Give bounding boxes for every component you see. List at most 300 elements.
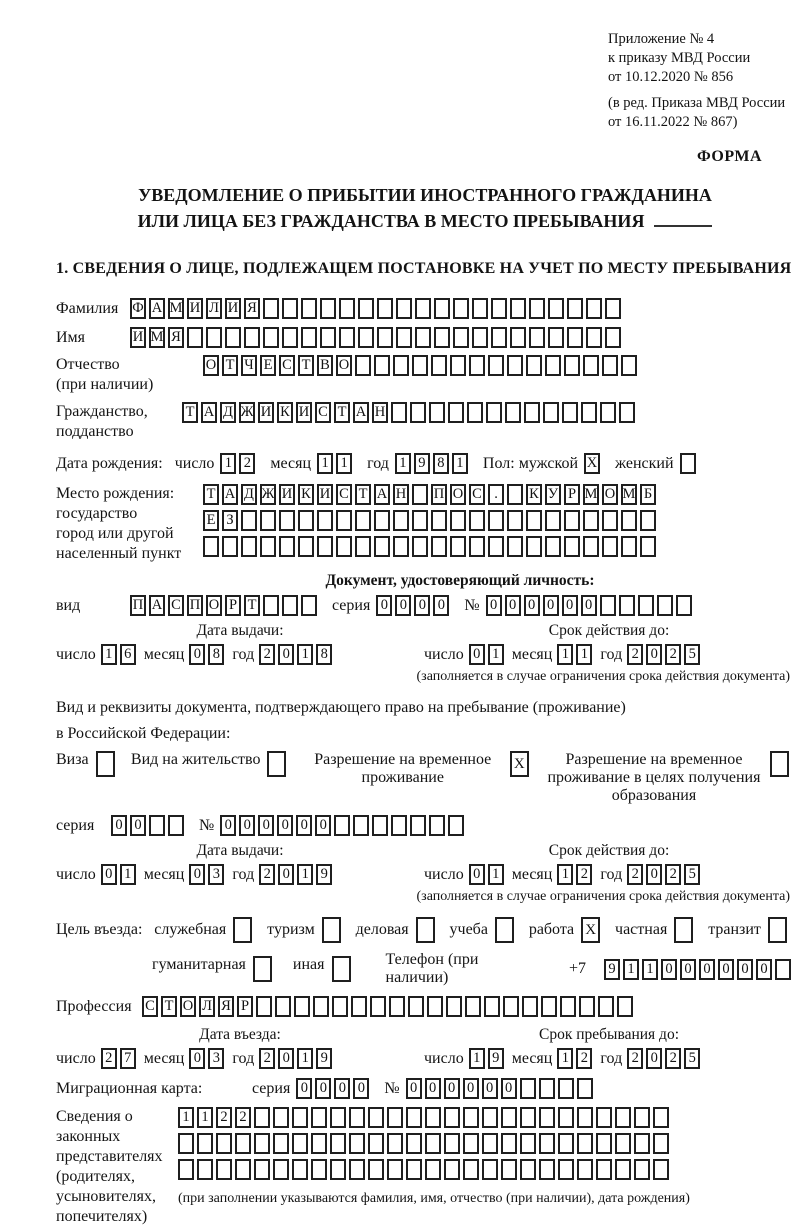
iddoc-number-cell-9[interactable] — [657, 595, 673, 616]
profession-cell-13[interactable] — [389, 996, 405, 1017]
representatives-line1-cell-8[interactable] — [330, 1107, 346, 1128]
surname-cell-0[interactable]: Ф — [130, 298, 146, 319]
iddoc-type-cell-2[interactable]: С — [168, 595, 184, 616]
birthplace-line1-cell-9[interactable]: А — [374, 484, 390, 505]
firstname-cell-12[interactable] — [358, 327, 374, 348]
phone-number-cell-2[interactable]: 1 — [642, 959, 658, 980]
migration-card-number-cell-2[interactable]: 0 — [444, 1078, 460, 1099]
surname-cell-14[interactable] — [396, 298, 412, 319]
surname-cell-3[interactable]: И — [187, 298, 203, 319]
migration-card-number-cell-1[interactable]: 0 — [425, 1078, 441, 1099]
representatives-line2-cell-1[interactable] — [197, 1133, 213, 1154]
patronymic-cell-0[interactable]: О — [203, 355, 219, 376]
profession-cell-22[interactable] — [560, 996, 576, 1017]
staydoc-number-cell-0[interactable]: 0 — [220, 815, 236, 836]
representatives-line3-cell-6[interactable] — [292, 1159, 308, 1180]
birthplace-line2-cell-9[interactable] — [374, 510, 390, 531]
patronymic-cell-14[interactable] — [469, 355, 485, 376]
citizenship-cell-6[interactable]: И — [296, 402, 312, 423]
visa-checkbox[interactable] — [96, 751, 118, 777]
representatives-line1-cell-16[interactable] — [482, 1107, 498, 1128]
representatives-line2-cell-0[interactable] — [178, 1133, 194, 1154]
iddoc-number-cell-2[interactable]: 0 — [524, 595, 540, 616]
birthdate-day-cell-0[interactable]: 1 — [220, 453, 236, 474]
iddoc-issue-year-cell-2[interactable]: 1 — [297, 644, 313, 665]
firstname-cell-21[interactable] — [529, 327, 545, 348]
phone-number-cell-9[interactable] — [775, 959, 791, 980]
birthplace-line3-cell-15[interactable] — [488, 536, 504, 557]
entry-year-cell-0[interactable]: 2 — [259, 1048, 275, 1069]
iddoc-number-cell-1[interactable]: 0 — [505, 595, 521, 616]
firstname[interactable] — [130, 327, 624, 348]
stay-month[interactable] — [557, 1048, 595, 1069]
birthplace-line3-cell-13[interactable] — [450, 536, 466, 557]
profession-cell-3[interactable]: Л — [199, 996, 215, 1017]
staydoc-number[interactable] — [220, 815, 467, 836]
staydoc-issue-day-cell-0[interactable]: 0 — [101, 864, 117, 885]
patronymic-cell-1[interactable]: Т — [222, 355, 238, 376]
iddoc-issue-month[interactable] — [189, 644, 227, 665]
sex-male-checkbox-cell-0[interactable]: X — [584, 453, 600, 474]
profession-cell-10[interactable] — [332, 996, 348, 1017]
birthplace-line1-cell-0[interactable]: Т — [203, 484, 219, 505]
iddoc-type-cell-4[interactable]: О — [206, 595, 222, 616]
iddoc-issue-year-cell-3[interactable]: 8 — [316, 644, 332, 665]
firstname-cell-13[interactable] — [377, 327, 393, 348]
birthplace-line1-cell-3[interactable]: Ж — [260, 484, 276, 505]
representatives-line3-cell-8[interactable] — [330, 1159, 346, 1180]
representatives-line1-cell-14[interactable] — [444, 1107, 460, 1128]
iddoc-series[interactable] — [376, 595, 452, 616]
representatives-line2-cell-11[interactable] — [387, 1133, 403, 1154]
staydoc-valid-day-cell-0[interactable]: 0 — [469, 864, 485, 885]
profession-cell-0[interactable]: С — [142, 996, 158, 1017]
firstname-cell-17[interactable] — [453, 327, 469, 348]
birthplace-line1[interactable] — [203, 484, 659, 505]
staydoc-valid-year-cell-3[interactable]: 5 — [684, 864, 700, 885]
temp-residence-edu-checkbox-cell-0[interactable] — [770, 751, 789, 777]
stay-year[interactable] — [627, 1048, 703, 1069]
representatives-line3-cell-11[interactable] — [387, 1159, 403, 1180]
sex-female-checkbox-cell-0[interactable] — [680, 453, 696, 474]
iddoc-type-cell-3[interactable]: П — [187, 595, 203, 616]
iddoc-issue-day-cell-0[interactable]: 1 — [101, 644, 117, 665]
representatives-line2-cell-8[interactable] — [330, 1133, 346, 1154]
citizenship-cell-12[interactable] — [410, 402, 426, 423]
iddoc-type-cell-1[interactable]: А — [149, 595, 165, 616]
phone-number-cell-7[interactable]: 0 — [737, 959, 753, 980]
representatives-line2-cell-22[interactable] — [596, 1133, 612, 1154]
staydoc-issue-year-cell-0[interactable]: 2 — [259, 864, 275, 885]
representatives-line2-cell-14[interactable] — [444, 1133, 460, 1154]
firstname-cell-9[interactable] — [301, 327, 317, 348]
iddoc-type-cell-0[interactable]: П — [130, 595, 146, 616]
birthplace-line1-cell-10[interactable]: Н — [393, 484, 409, 505]
representatives-line2-cell-21[interactable] — [577, 1133, 593, 1154]
iddoc-issue-month-cell-1[interactable]: 8 — [208, 644, 224, 665]
patronymic-cell-15[interactable] — [488, 355, 504, 376]
patronymic-cell-18[interactable] — [545, 355, 561, 376]
iddoc-type-cell-5[interactable]: Р — [225, 595, 241, 616]
purpose-work-checkbox-cell-0[interactable]: X — [581, 917, 600, 943]
birthplace-line1-cell-13[interactable]: О — [450, 484, 466, 505]
representatives-line1-cell-9[interactable] — [349, 1107, 365, 1128]
representatives-line1-cell-12[interactable] — [406, 1107, 422, 1128]
surname-cell-11[interactable] — [339, 298, 355, 319]
firstname-cell-22[interactable] — [548, 327, 564, 348]
iddoc-number-cell-8[interactable] — [638, 595, 654, 616]
iddoc-number-cell-7[interactable] — [619, 595, 635, 616]
birthplace-line2-cell-15[interactable] — [488, 510, 504, 531]
migration-card-number-cell-4[interactable]: 0 — [482, 1078, 498, 1099]
iddoc-issue-day-cell-1[interactable]: 6 — [120, 644, 136, 665]
birthplace-line2-cell-19[interactable] — [564, 510, 580, 531]
representatives-line2-cell-6[interactable] — [292, 1133, 308, 1154]
phone-number-cell-8[interactable]: 0 — [756, 959, 772, 980]
surname-cell-24[interactable] — [586, 298, 602, 319]
profession-cell-16[interactable] — [446, 996, 462, 1017]
representatives-line3-cell-2[interactable] — [216, 1159, 232, 1180]
firstname-cell-19[interactable] — [491, 327, 507, 348]
profession-cell-9[interactable] — [313, 996, 329, 1017]
representatives-line1-cell-17[interactable] — [501, 1107, 517, 1128]
citizenship-cell-4[interactable]: И — [258, 402, 274, 423]
migration-card-number[interactable] — [406, 1078, 596, 1099]
birthdate-day[interactable] — [220, 453, 258, 474]
surname-cell-16[interactable] — [434, 298, 450, 319]
birthplace-line3-cell-3[interactable] — [260, 536, 276, 557]
staydoc-series-cell-2[interactable] — [149, 815, 165, 836]
firstname-cell-2[interactable]: Я — [168, 327, 184, 348]
entry-year[interactable] — [259, 1048, 335, 1069]
profession-cell-4[interactable]: Я — [218, 996, 234, 1017]
iddoc-type-cell-9[interactable] — [301, 595, 317, 616]
representatives-line2-cell-12[interactable] — [406, 1133, 422, 1154]
iddoc-issue-month-cell-0[interactable]: 0 — [189, 644, 205, 665]
birthplace-line2-cell-10[interactable] — [393, 510, 409, 531]
representatives-line3-cell-19[interactable] — [539, 1159, 555, 1180]
iddoc-valid-day-cell-1[interactable]: 1 — [488, 644, 504, 665]
patronymic-cell-19[interactable] — [564, 355, 580, 376]
birthplace-line2-cell-14[interactable] — [469, 510, 485, 531]
citizenship-cell-1[interactable]: А — [201, 402, 217, 423]
migration-card-number-cell-9[interactable] — [577, 1078, 593, 1099]
representatives-line3-cell-1[interactable] — [197, 1159, 213, 1180]
citizenship-cell-19[interactable] — [543, 402, 559, 423]
profession-cell-7[interactable] — [275, 996, 291, 1017]
birthplace-line3-cell-4[interactable] — [279, 536, 295, 557]
birthplace-line3-cell-16[interactable] — [507, 536, 523, 557]
iddoc-number-cell-3[interactable]: 0 — [543, 595, 559, 616]
birthplace-line3-cell-20[interactable] — [583, 536, 599, 557]
surname-cell-2[interactable]: М — [168, 298, 184, 319]
representatives-line1-cell-21[interactable] — [577, 1107, 593, 1128]
purpose-business-checkbox-cell-0[interactable] — [416, 917, 435, 943]
staydoc-issue-day[interactable] — [101, 864, 139, 885]
profession-cell-12[interactable] — [370, 996, 386, 1017]
surname-cell-12[interactable] — [358, 298, 374, 319]
iddoc-number-cell-5[interactable]: 0 — [581, 595, 597, 616]
purpose-humanitarian-checkbox[interactable] — [253, 956, 275, 982]
birthplace-line3-cell-19[interactable] — [564, 536, 580, 557]
surname-cell-5[interactable]: И — [225, 298, 241, 319]
purpose-official-checkbox[interactable] — [233, 917, 255, 943]
purpose-tourism-checkbox[interactable] — [322, 917, 344, 943]
representatives-line1-cell-5[interactable] — [273, 1107, 289, 1128]
citizenship-cell-8[interactable]: Т — [334, 402, 350, 423]
staydoc-issue-month-cell-0[interactable]: 0 — [189, 864, 205, 885]
patronymic-cell-11[interactable] — [412, 355, 428, 376]
profession-cell-11[interactable] — [351, 996, 367, 1017]
representatives-line2-cell-19[interactable] — [539, 1133, 555, 1154]
birthplace-line1-cell-16[interactable] — [507, 484, 523, 505]
birthdate-year-cell-3[interactable]: 1 — [452, 453, 468, 474]
residence-permit-checkbox[interactable] — [267, 751, 289, 777]
staydoc-number-cell-7[interactable] — [353, 815, 369, 836]
birthplace-line3-cell-6[interactable] — [317, 536, 333, 557]
iddoc-issue-day[interactable] — [101, 644, 139, 665]
citizenship-cell-17[interactable] — [505, 402, 521, 423]
firstname-cell-24[interactable] — [586, 327, 602, 348]
migration-card-number-cell-7[interactable] — [539, 1078, 555, 1099]
representatives-line3-cell-16[interactable] — [482, 1159, 498, 1180]
surname-cell-18[interactable] — [472, 298, 488, 319]
purpose-transit-checkbox[interactable] — [768, 917, 790, 943]
staydoc-valid-year-cell-2[interactable]: 2 — [665, 864, 681, 885]
birthdate-year-cell-2[interactable]: 8 — [433, 453, 449, 474]
birthplace-line3-cell-9[interactable] — [374, 536, 390, 557]
stay-month-cell-0[interactable]: 1 — [557, 1048, 573, 1069]
citizenship-cell-10[interactable]: Н — [372, 402, 388, 423]
representatives-line1-cell-23[interactable] — [615, 1107, 631, 1128]
surname-cell-15[interactable] — [415, 298, 431, 319]
birthdate-month-cell-0[interactable]: 1 — [317, 453, 333, 474]
migration-card-number-cell-5[interactable]: 0 — [501, 1078, 517, 1099]
firstname-cell-1[interactable]: М — [149, 327, 165, 348]
birthplace-line3-cell-1[interactable] — [222, 536, 238, 557]
birthplace-line2-cell-13[interactable] — [450, 510, 466, 531]
iddoc-number-cell-10[interactable] — [676, 595, 692, 616]
surname-cell-25[interactable] — [605, 298, 621, 319]
citizenship-cell-16[interactable] — [486, 402, 502, 423]
purpose-official-checkbox-cell-0[interactable] — [233, 917, 252, 943]
representatives-line1-cell-11[interactable] — [387, 1107, 403, 1128]
surname-cell-23[interactable] — [567, 298, 583, 319]
migration-card-number-cell-8[interactable] — [558, 1078, 574, 1099]
patronymic-cell-3[interactable]: Е — [260, 355, 276, 376]
patronymic-cell-5[interactable]: Т — [298, 355, 314, 376]
iddoc-series-cell-2[interactable]: 0 — [414, 595, 430, 616]
representatives-line1-cell-7[interactable] — [311, 1107, 327, 1128]
patronymic-cell-4[interactable]: С — [279, 355, 295, 376]
surname-cell-13[interactable] — [377, 298, 393, 319]
iddoc-issue-year[interactable] — [259, 644, 335, 665]
staydoc-valid-year[interactable] — [627, 864, 703, 885]
profession-cell-5[interactable]: Р — [237, 996, 253, 1017]
stay-year-cell-2[interactable]: 2 — [665, 1048, 681, 1069]
stay-month-cell-1[interactable]: 2 — [576, 1048, 592, 1069]
birthplace-line2-cell-18[interactable] — [545, 510, 561, 531]
surname-cell-10[interactable] — [320, 298, 336, 319]
entry-month-cell-0[interactable]: 0 — [189, 1048, 205, 1069]
staydoc-issue-month[interactable] — [189, 864, 227, 885]
representatives-line3-cell-7[interactable] — [311, 1159, 327, 1180]
temp-residence-checkbox[interactable] — [510, 751, 532, 777]
birthplace-line1-cell-12[interactable]: П — [431, 484, 447, 505]
profession-cell-18[interactable] — [484, 996, 500, 1017]
patronymic-cell-2[interactable]: Ч — [241, 355, 257, 376]
staydoc-series-cell-1[interactable]: 0 — [130, 815, 146, 836]
firstname-cell-10[interactable] — [320, 327, 336, 348]
surname[interactable] — [130, 298, 624, 319]
birthplace-line2-cell-20[interactable] — [583, 510, 599, 531]
iddoc-type-cell-7[interactable] — [263, 595, 279, 616]
staydoc-series-cell-3[interactable] — [168, 815, 184, 836]
representatives-line3-cell-9[interactable] — [349, 1159, 365, 1180]
surname-cell-22[interactable] — [548, 298, 564, 319]
iddoc-issue-year-cell-1[interactable]: 0 — [278, 644, 294, 665]
citizenship-cell-20[interactable] — [562, 402, 578, 423]
patronymic-cell-12[interactable] — [431, 355, 447, 376]
iddoc-valid-month-cell-1[interactable]: 1 — [576, 644, 592, 665]
iddoc-valid-month[interactable] — [557, 644, 595, 665]
phone-number-cell-5[interactable]: 0 — [699, 959, 715, 980]
purpose-private-checkbox[interactable] — [674, 917, 696, 943]
stay-year-cell-1[interactable]: 0 — [646, 1048, 662, 1069]
firstname-cell-23[interactable] — [567, 327, 583, 348]
migration-card-series-cell-0[interactable]: 0 — [296, 1078, 312, 1099]
firstname-cell-25[interactable] — [605, 327, 621, 348]
representatives-line2-cell-16[interactable] — [482, 1133, 498, 1154]
migration-card-number-cell-3[interactable]: 0 — [463, 1078, 479, 1099]
staydoc-valid-day[interactable] — [469, 864, 507, 885]
phone-number-cell-6[interactable]: 0 — [718, 959, 734, 980]
firstname-cell-5[interactable] — [225, 327, 241, 348]
firstname-cell-7[interactable] — [263, 327, 279, 348]
iddoc-number-cell-4[interactable]: 0 — [562, 595, 578, 616]
firstname-cell-0[interactable]: И — [130, 327, 146, 348]
representatives-line1-cell-18[interactable] — [520, 1107, 536, 1128]
profession-cell-21[interactable] — [541, 996, 557, 1017]
migration-card-number-cell-0[interactable]: 0 — [406, 1078, 422, 1099]
firstname-cell-18[interactable] — [472, 327, 488, 348]
citizenship-cell-7[interactable]: С — [315, 402, 331, 423]
iddoc-series-cell-0[interactable]: 0 — [376, 595, 392, 616]
birthplace-line1-cell-20[interactable]: М — [583, 484, 599, 505]
entry-day[interactable] — [101, 1048, 139, 1069]
iddoc-number-cell-6[interactable] — [600, 595, 616, 616]
staydoc-valid-year-cell-0[interactable]: 2 — [627, 864, 643, 885]
staydoc-issue-year[interactable] — [259, 864, 335, 885]
iddoc-type-cell-8[interactable] — [282, 595, 298, 616]
phone-number-cell-4[interactable]: 0 — [680, 959, 696, 980]
iddoc-valid-year-cell-1[interactable]: 0 — [646, 644, 662, 665]
phone-number[interactable] — [604, 959, 794, 980]
representatives-line3-cell-3[interactable] — [235, 1159, 251, 1180]
representatives-line1-cell-20[interactable] — [558, 1107, 574, 1128]
representatives-line1-cell-19[interactable] — [539, 1107, 555, 1128]
birthplace-line1-cell-2[interactable]: Д — [241, 484, 257, 505]
surname-cell-7[interactable] — [263, 298, 279, 319]
representatives-line3-cell-22[interactable] — [596, 1159, 612, 1180]
birthplace-line1-cell-4[interactable]: И — [279, 484, 295, 505]
staydoc-number-cell-6[interactable] — [334, 815, 350, 836]
birthplace-line1-cell-15[interactable]: . — [488, 484, 504, 505]
birthplace-line3-cell-17[interactable] — [526, 536, 542, 557]
birthplace-line1-cell-18[interactable]: У — [545, 484, 561, 505]
representatives-line1[interactable] — [178, 1107, 690, 1128]
representatives-line1-cell-25[interactable] — [653, 1107, 669, 1128]
patronymic-cell-17[interactable] — [526, 355, 542, 376]
staydoc-valid-day-cell-1[interactable]: 1 — [488, 864, 504, 885]
representatives-line2-cell-25[interactable] — [653, 1133, 669, 1154]
birthdate-day-cell-1[interactable]: 2 — [239, 453, 255, 474]
representatives-line2-cell-23[interactable] — [615, 1133, 631, 1154]
citizenship-cell-23[interactable] — [619, 402, 635, 423]
migration-card-series[interactable] — [296, 1078, 372, 1099]
representatives-line2-cell-15[interactable] — [463, 1133, 479, 1154]
citizenship-cell-3[interactable]: Ж — [239, 402, 255, 423]
migration-card-series-cell-3[interactable]: 0 — [353, 1078, 369, 1099]
patronymic-cell-16[interactable] — [507, 355, 523, 376]
staydoc-issue-day-cell-1[interactable]: 1 — [120, 864, 136, 885]
birthplace-line2-cell-12[interactable] — [431, 510, 447, 531]
representatives-line2[interactable] — [178, 1133, 690, 1154]
purpose-humanitarian-checkbox-cell-0[interactable] — [253, 956, 272, 982]
birthplace-line3-cell-0[interactable] — [203, 536, 219, 557]
representatives-line2-cell-9[interactable] — [349, 1133, 365, 1154]
birthplace-line2[interactable] — [203, 510, 659, 531]
birthplace-line3-cell-8[interactable] — [355, 536, 371, 557]
iddoc-series-cell-3[interactable]: 0 — [433, 595, 449, 616]
birthplace-line1-cell-8[interactable]: Т — [355, 484, 371, 505]
staydoc-issue-year-cell-3[interactable]: 9 — [316, 864, 332, 885]
firstname-cell-20[interactable] — [510, 327, 526, 348]
staydoc-number-cell-9[interactable] — [391, 815, 407, 836]
representatives-line1-cell-22[interactable] — [596, 1107, 612, 1128]
sex-male-checkbox[interactable] — [584, 453, 603, 474]
iddoc-issue-year-cell-0[interactable]: 2 — [259, 644, 275, 665]
staydoc-valid-year-cell-1[interactable]: 0 — [646, 864, 662, 885]
patronymic-cell-13[interactable] — [450, 355, 466, 376]
birthplace-line1-cell-1[interactable]: А — [222, 484, 238, 505]
staydoc-number-cell-12[interactable] — [448, 815, 464, 836]
birthplace-line3-cell-18[interactable] — [545, 536, 561, 557]
birthplace-line2-cell-21[interactable] — [602, 510, 618, 531]
representatives-line3-cell-5[interactable] — [273, 1159, 289, 1180]
birthplace-line1-cell-22[interactable]: М — [621, 484, 637, 505]
birthplace-line2-cell-6[interactable] — [317, 510, 333, 531]
citizenship-cell-11[interactable] — [391, 402, 407, 423]
surname-cell-1[interactable]: А — [149, 298, 165, 319]
representatives-line2-cell-10[interactable] — [368, 1133, 384, 1154]
migration-card-series-cell-2[interactable]: 0 — [334, 1078, 350, 1099]
representatives-line3-cell-10[interactable] — [368, 1159, 384, 1180]
purpose-other-checkbox[interactable] — [332, 956, 354, 982]
purpose-private-checkbox-cell-0[interactable] — [674, 917, 693, 943]
citizenship[interactable] — [182, 402, 638, 423]
patronymic-cell-6[interactable]: В — [317, 355, 333, 376]
representatives-line1-cell-4[interactable] — [254, 1107, 270, 1128]
citizenship-cell-15[interactable] — [467, 402, 483, 423]
patronymic-cell-20[interactable] — [583, 355, 599, 376]
citizenship-cell-5[interactable]: К — [277, 402, 293, 423]
patronymic-cell-22[interactable] — [621, 355, 637, 376]
profession[interactable] — [142, 996, 636, 1017]
citizenship-cell-2[interactable]: Д — [220, 402, 236, 423]
representatives-line2-cell-3[interactable] — [235, 1133, 251, 1154]
birthplace-line3[interactable] — [203, 536, 659, 557]
